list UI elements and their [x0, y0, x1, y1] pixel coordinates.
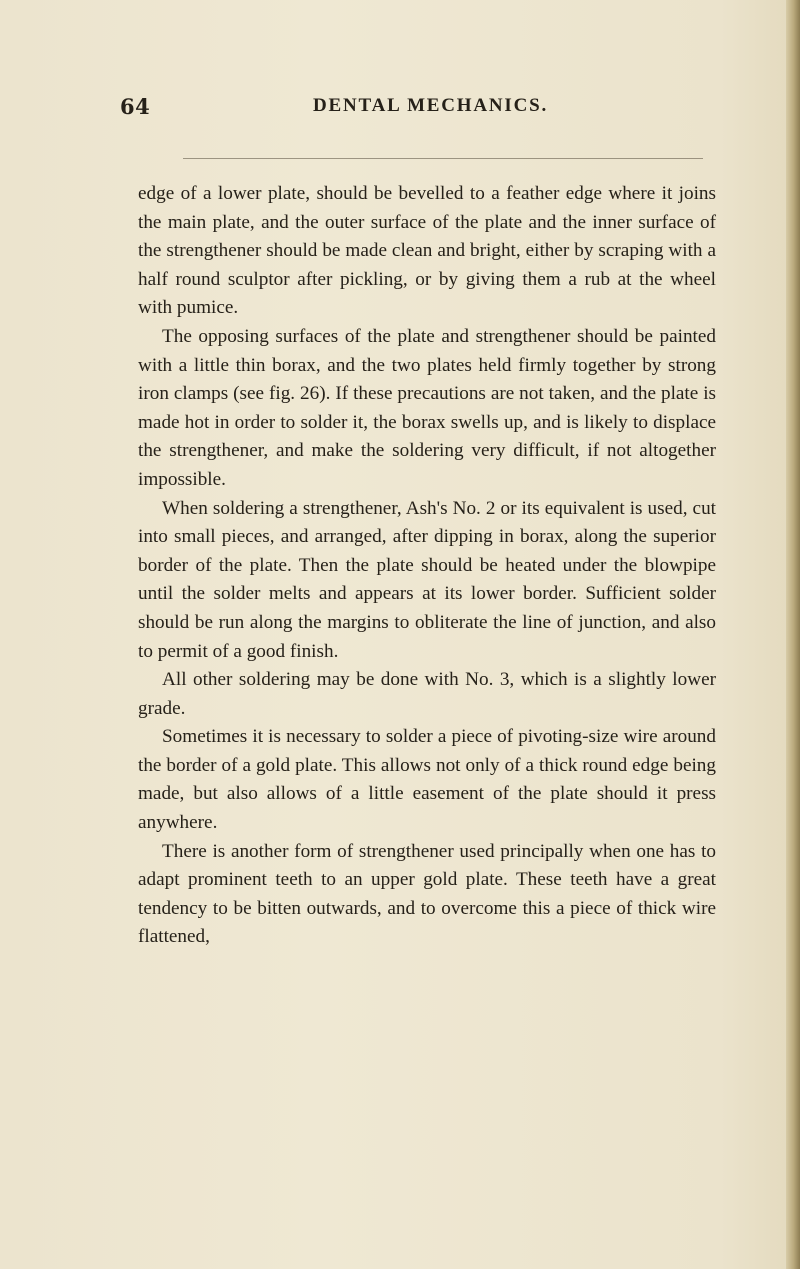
paragraph-6: There is another form of strengthener used principally when one has to adapt prominent teeth to an upper gold plate. These teeth have a great tendency to be bitten outwards, and to overcome this a piece of thick wire flattened, — [138, 840, 716, 948]
paragraph-5: Sometimes it is necessary to solder a piece of pivoting-size wire around the border of a gold plate. This allows not only of a thick round edge being made, but also allows of a little easement of the plate should it press anywhere. — [138, 726, 716, 834]
running-head: DENTAL MECHANICS. — [313, 95, 549, 116]
paragraph-3: When soldering a strengthener, Ash's No. 2 or its equivalent is used, cut into small pieces, and arranged, after dipping in borax, along the superior border of the plate. Then the plate should be heated under the blowpipe until the solder melts and appears at its lower border. Sufficient solder should be run along the margins to obliterate the line of junction, and also to permit of a good finish. — [138, 497, 716, 662]
page-number: 64 — [120, 94, 151, 119]
header-rule — [183, 158, 703, 159]
paragraph-2: The opposing surfaces of the plate and strengthener should be painted with a little thin borax, and the two plates held firmly together by strong iron clamps (see fig. 26). If these precautions are not taken, and the plate is made hot in order to solder it, the borax swells up, and is likely to displace the strengthener, and make the soldering very difficult, if not altogether impossible. — [138, 325, 716, 490]
body-text — [138, 180, 716, 952]
page-header — [0, 94, 800, 124]
paragraph-1: edge of a lower plate, should be bevelled to a feather edge where it joins the main plate, and the outer surface of the plate and the inner surface of the strengthener should be made clean and bright, either by scraping with a half round sculptor after pickling, or by giving them a rub at the wheel with pumice. — [138, 183, 716, 319]
paragraph-4: All other soldering may be done with No. 3, which is a slightly lower grade. — [138, 669, 716, 719]
page-spine-edge — [786, 0, 800, 1269]
